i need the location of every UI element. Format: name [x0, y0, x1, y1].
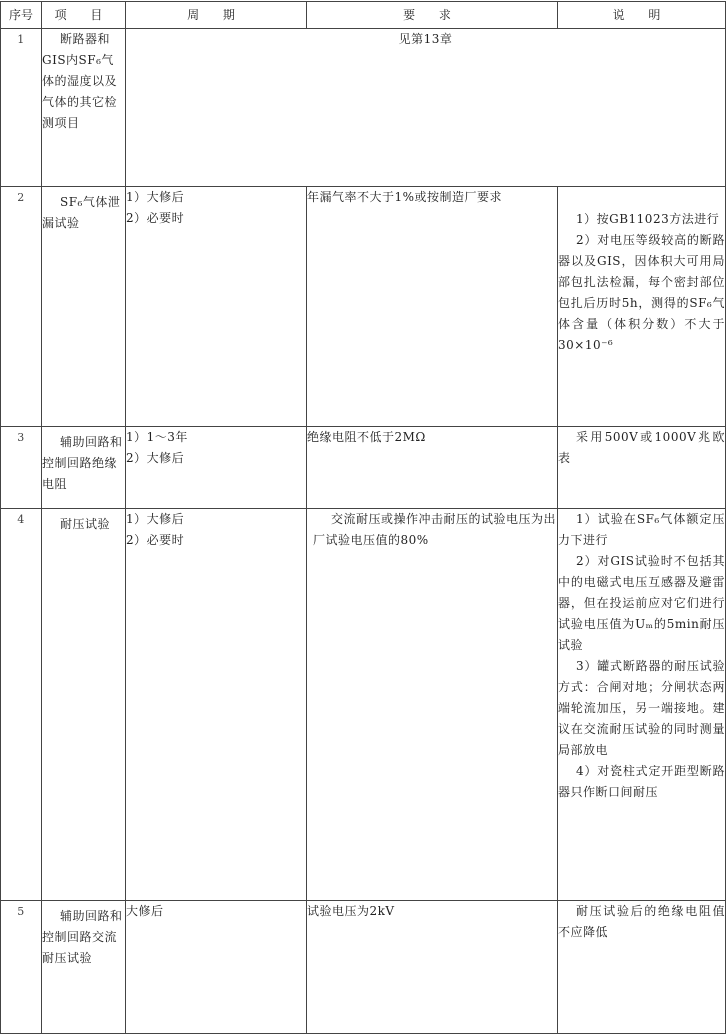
header-period: 周 期 [126, 2, 307, 29]
merged-cell: 见第13章 [126, 29, 726, 187]
note-line: 1）按GB11023方法进行 [576, 212, 720, 226]
note-line: 2）对电压等级较高的断路器以及GIS，因体积大可用局部包扎法检漏，每个密封部位包扎后历时5h，测得的SF₆气体含量（体积分数）不大于30×10⁻⁶ [558, 233, 725, 352]
header-row [1, 2, 726, 29]
requirement-cell: 年漏气率不大于1%或按制造厂要求 [307, 187, 558, 427]
row-number: 3 [1, 427, 42, 509]
note-line: 3）罐式断路器的耐压试验方式：合闸对地；分闸状态两端轮流加压，另一端接地。建议在交流耐压试验的同时测量局部放电 [558, 659, 725, 757]
table-row [1, 901, 726, 1034]
table-row [1, 29, 726, 187]
header-no: 序号 [1, 2, 42, 29]
note-cell [558, 901, 726, 1034]
note-line: 采用500V或1000V兆欧表 [558, 430, 725, 465]
requirement-cell: 绝缘电阻不低于2MΩ [307, 427, 558, 509]
item-cell: 辅助回路和控制回路交流耐压试验 [42, 901, 126, 1034]
table-row [1, 427, 726, 509]
period-line: 1）大修后 [126, 512, 185, 526]
period-cell [126, 509, 307, 901]
row-number: 1 [1, 29, 42, 187]
header-item: 项 目 [42, 2, 126, 29]
period-line: 1）1～3年 [126, 430, 188, 444]
period-cell [126, 901, 307, 1034]
period-line: 2）必要时 [126, 211, 185, 225]
note-line: 耐压试验后的绝缘电阻值不应降低 [558, 904, 725, 939]
note-cell [558, 187, 726, 427]
table-row [1, 509, 726, 901]
item-cell: 辅助回路和控制回路绝缘电阻 [42, 427, 126, 509]
period-line: 大修后 [126, 904, 164, 918]
item-cell: SF₆气体泄漏试验 [42, 187, 126, 427]
period-line: 1）大修后 [126, 190, 185, 204]
item-cell: 耐压试验 [42, 509, 126, 901]
period-cell [126, 427, 307, 509]
period-line: 2）必要时 [126, 533, 185, 547]
item-cell: 断路器和GIS内SF₆气体的湿度以及气体的其它检测项目 [42, 29, 126, 187]
period-line: 2）大修后 [126, 451, 185, 465]
row-number: 4 [1, 509, 42, 901]
note-line: 2）对GIS试验时不包括其中的电磁式电压互感器及避雷器，但在投运前应对它们进行试验电压值为Uₘ的5min耐压试验 [558, 554, 725, 652]
table-row [1, 187, 726, 427]
period-cell [126, 187, 307, 427]
maintenance-spec-table [0, 1, 726, 1034]
header-requirement: 要 求 [307, 2, 558, 29]
note-cell [558, 427, 726, 509]
requirement-cell: 交流耐压或操作冲击耐压的试验电压为出厂试验电压值的80% [307, 509, 558, 901]
row-number: 5 [1, 901, 42, 1034]
header-note: 说 明 [558, 2, 726, 29]
row-number: 2 [1, 187, 42, 427]
note-cell [558, 509, 726, 901]
requirement-cell: 试验电压为2kV [307, 901, 558, 1034]
note-line: 4）对瓷柱式定开距型断路器只作断口间耐压 [558, 764, 725, 799]
note-line: 1）试验在SF₆气体额定压力下进行 [558, 512, 725, 547]
